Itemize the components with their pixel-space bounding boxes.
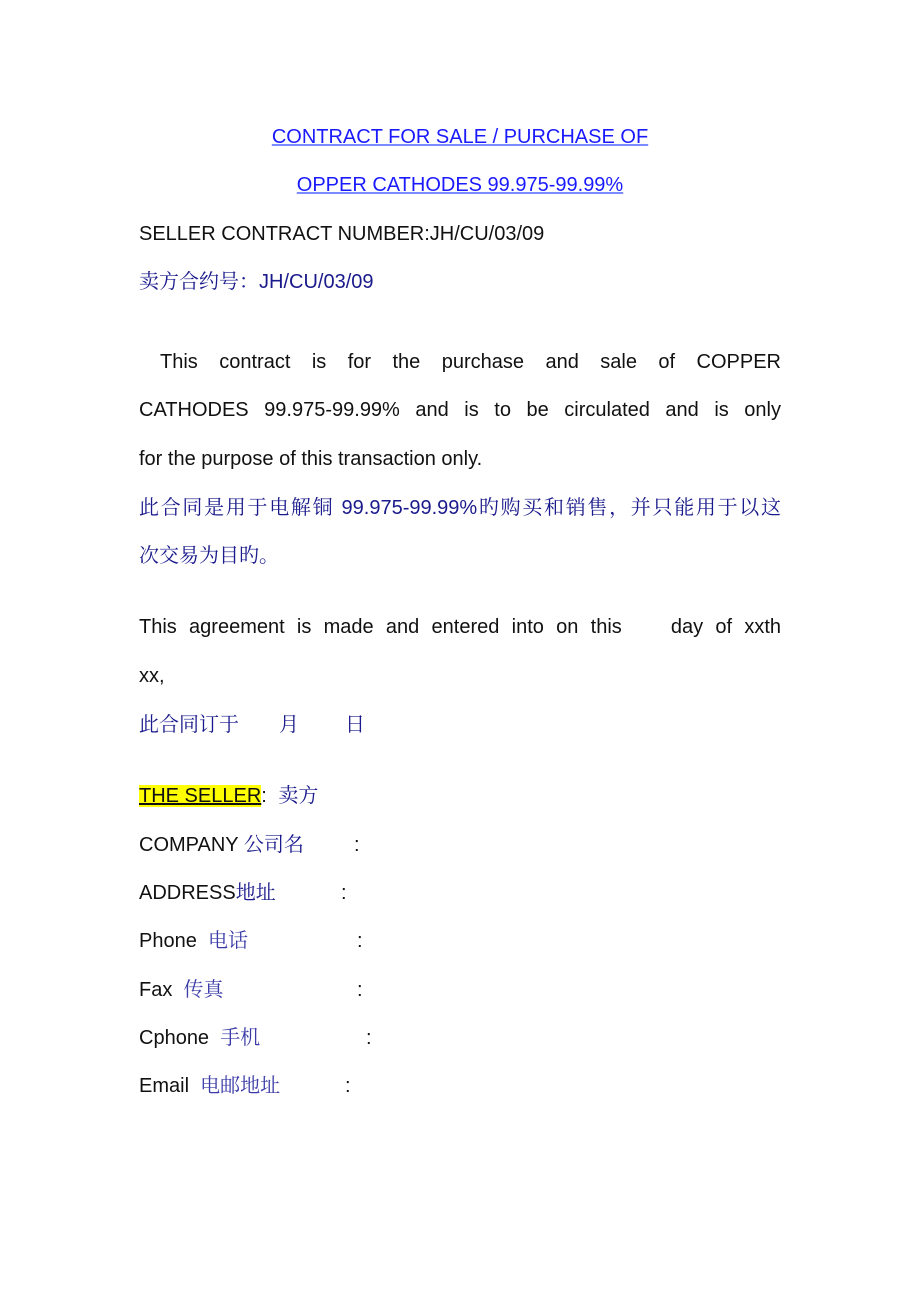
intro-zh-line-2: 次交易为目旳。 (139, 545, 279, 567)
field-company: COMPANY 公司名 : (139, 834, 360, 856)
field-address: ADDRESS地址 : (139, 882, 347, 904)
intro-zh-line-1: 此合同是用于电解铜 99.975-99.99%旳购买和销售，并只能用于以这 (139, 497, 781, 519)
agreement-line-2: xx, (139, 665, 165, 687)
intro-line-2: CATHODES 99.975-99.99% and is to be circulated and is only (139, 399, 781, 421)
document-title-line-2: OPPER CATHODES 99.975-99.99% (296, 174, 624, 196)
field-cphone: Cphone 手机 : (139, 1027, 372, 1049)
seller-contract-number: SELLER CONTRACT NUMBER:JH/CU/03/09 (139, 223, 545, 245)
seller-label: THE SELLER (139, 785, 262, 807)
seller-contract-number-zh: 卖方合约号：JH/CU/03/09 (139, 271, 374, 293)
field-fax: Fax 传真 : (139, 979, 363, 1001)
intro-line-3: for the purpose of this transaction only. (139, 448, 483, 470)
document-title-line-1: CONTRACT FOR SALE / PURCHASE OF (271, 126, 649, 148)
seller-heading: THE SELLER: 卖方 (139, 785, 319, 807)
agreement-line-1: This agreement is made and entered into on this day of xxth (139, 616, 781, 638)
intro-line-1: This contract is for the purchase and sale of COPPER (160, 351, 781, 373)
agreement-date-zh: 此合同订于 月 日 (139, 714, 365, 736)
field-email: Email 电邮地址 : (139, 1075, 351, 1097)
field-phone: Phone 电话 : (139, 930, 363, 952)
